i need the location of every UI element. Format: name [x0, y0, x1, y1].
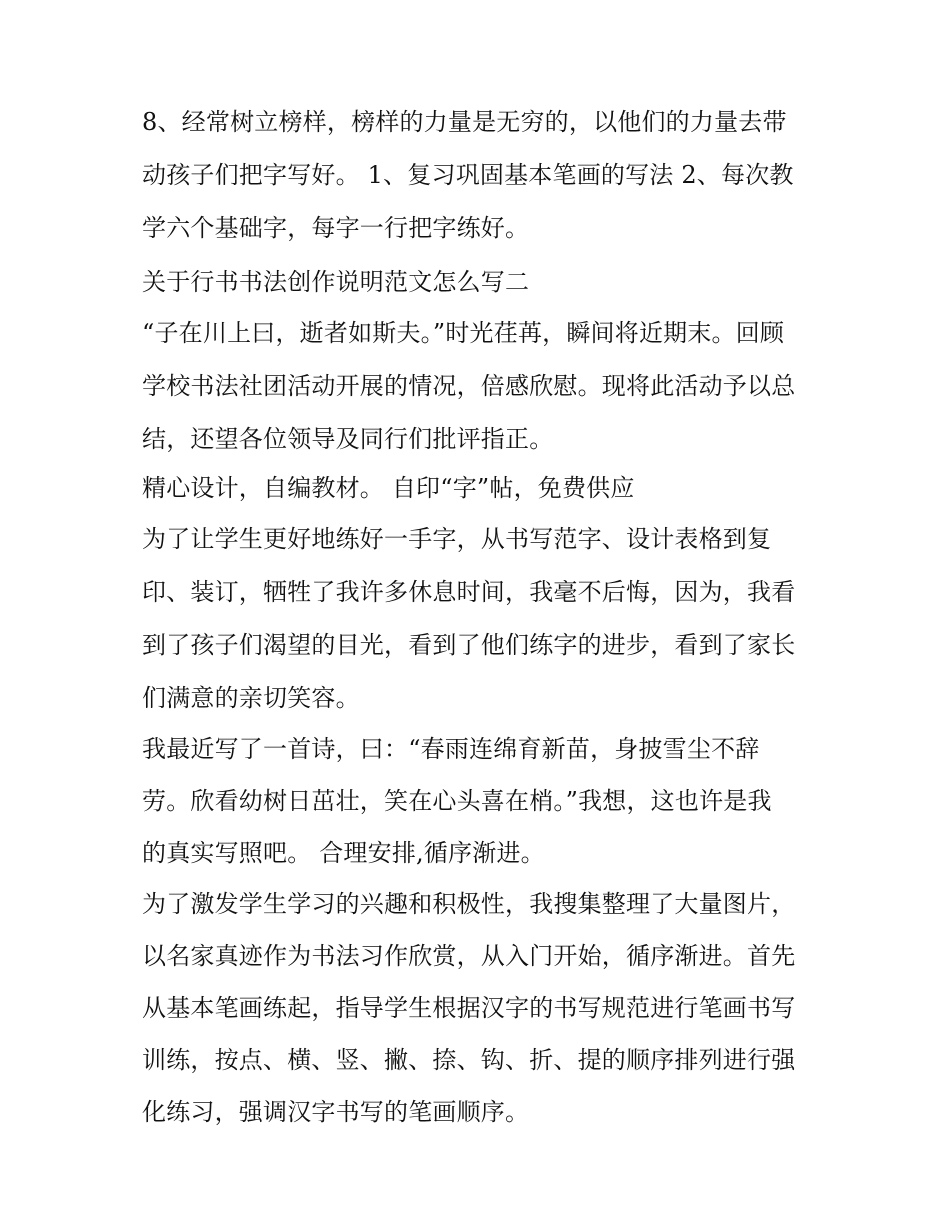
text-line-8: 精心设计，自编教材。 自印“字”帖，免费供应 — [142, 474, 635, 502]
text-line-13: 我最近写了一首诗，曰：“春雨连绵育新苗，身披雪尘不辞 — [142, 735, 760, 763]
text-line-20: 化练习，强调汉字书写的笔画顺序。 — [142, 1098, 530, 1126]
text-line-18: 从基本笔画练起，指导学生根据汉字的书写规范进行笔画书写 — [142, 994, 796, 1022]
text-line-5: “子在川上曰，逝者如斯夫。”时光荏苒，瞬间将近期末。回顾 — [142, 319, 785, 347]
text-line-10: 印、装订，牺牲了我许多休息时间，我毫不后悔，因为，我看 — [142, 578, 796, 606]
text-line-14: 劳。欣看幼树日茁壮，笑在心头喜在梢。”我想，这也许是我 — [142, 787, 772, 815]
text-line-11: 到了孩子们渴望的目光，看到了他们练字的进步，看到了家长 — [142, 631, 796, 659]
text-line-6: 学校书法社团活动开展的情况，倍感欣慰。现将此活动予以总 — [142, 372, 796, 400]
text-line-9: 为了让学生更好地练好一手字，从书写范字、设计表格到复 — [142, 525, 772, 553]
text-line-2: 动孩子们把字写好。 1、复习巩固基本笔画的写法 2、每次教 — [142, 161, 794, 189]
text-line-1: 8、经常树立榜样，榜样的力量是无穷的，以他们的力量去带 — [142, 108, 787, 136]
text-line-17: 以名家真迹作为书法习作欣赏，从入门开始，循序渐进。首先 — [142, 942, 796, 970]
text-line-3: 学六个基础字，每字一行把字练好。 — [142, 214, 530, 242]
text-line-7: 结，还望各位领导及同行们批评指正。 — [142, 425, 554, 453]
text-line-12: 们满意的亲切笑容。 — [142, 684, 360, 712]
text-line-15: 的真实写照吧。 合理安排,循序渐进。 — [142, 839, 545, 867]
section-heading: 关于行书书法创作说明范文怎么写二 — [142, 268, 530, 296]
text-line-16: 为了激发学生学习的兴趣和积极性，我搜集整理了大量图片， — [142, 890, 796, 918]
text-line-19: 训练，按点、横、竖、撇、捺、钩、折、提的顺序排列进行强 — [142, 1046, 796, 1074]
